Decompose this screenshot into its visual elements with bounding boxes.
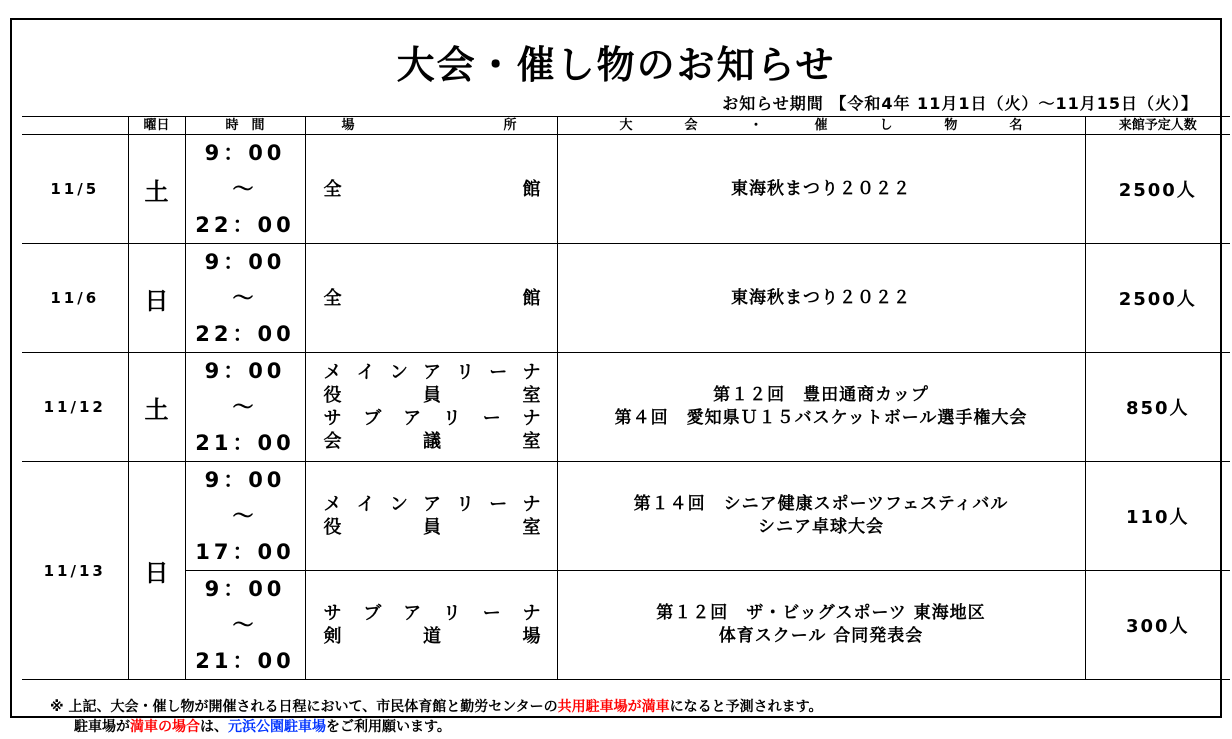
- event-line: 第１４回 シニア健康スポーツフェスティバル: [633, 494, 1009, 514]
- end-time: 22：00: [195, 213, 295, 237]
- end-time: 21：00: [195, 431, 295, 455]
- header-row: [22, 117, 1230, 135]
- table-row: [22, 135, 1230, 244]
- event-cell: [557, 571, 1085, 680]
- place-char: 議: [423, 431, 441, 452]
- parking-note: [50, 697, 823, 737]
- end-time: 21：00: [195, 649, 295, 673]
- place-char: 役: [323, 517, 342, 538]
- table-row: [22, 244, 1230, 353]
- event-cell: [557, 353, 1085, 462]
- start-time: 9：00: [204, 577, 286, 601]
- place-char: イ: [356, 494, 375, 515]
- place-cell: [305, 135, 557, 244]
- place-cell: [305, 244, 557, 353]
- event-cell: [557, 244, 1085, 353]
- schedule-table: [22, 116, 1230, 680]
- place-char: ー: [482, 603, 501, 624]
- place-char: ア: [422, 362, 441, 383]
- end-time: 22：00: [195, 322, 295, 346]
- place-char: 役: [323, 385, 342, 406]
- header-weekday: 曜日: [128, 117, 185, 135]
- header-date: [22, 117, 128, 135]
- notice-period: お知らせ期間 【令和4年 11月1日（火）～11月15日（火）】: [722, 94, 1198, 113]
- time-cell: [185, 462, 305, 571]
- time-cell: [185, 353, 305, 462]
- header-count: 来館予定人数: [1085, 117, 1230, 135]
- place-char: メ: [323, 362, 342, 383]
- event-line: 第４回 愛知県Ｕ１５バスケットボール選手権大会: [614, 408, 1028, 428]
- place-char: ア: [403, 603, 422, 624]
- header-event-char: し: [879, 118, 893, 133]
- place-char: 室: [522, 385, 541, 406]
- place-char: ア: [403, 408, 422, 429]
- place-char: サ: [323, 603, 342, 624]
- place-char: ナ: [522, 362, 541, 383]
- place-char: 館: [522, 287, 541, 309]
- place-line: [324, 407, 541, 430]
- place-char: ブ: [363, 603, 382, 624]
- note-warning: 満車の場合: [130, 719, 200, 735]
- time-separator: ～: [232, 613, 258, 637]
- place-char: 館: [522, 178, 541, 200]
- event-line: シニア卓球大会: [758, 517, 884, 537]
- note-text: ※ 上記、大会・催し物が開催される日程において、市民体育館と勤労センターの: [50, 699, 558, 715]
- time-cell: [185, 571, 305, 680]
- weekday-cell: 土: [128, 135, 185, 244]
- weekday-cell: 土: [128, 353, 185, 462]
- place-line: [324, 602, 541, 625]
- note-text: をご利用願います。: [326, 719, 451, 735]
- place-line: [324, 625, 541, 648]
- alternate-parking: 元浜公園駐車場: [228, 719, 326, 735]
- place-char: 道: [423, 626, 441, 647]
- event-cell: [557, 135, 1085, 244]
- place-char: ン: [389, 362, 408, 383]
- place-line: [324, 287, 541, 310]
- attendance-cell: 110人: [1085, 462, 1230, 571]
- place-line: [324, 178, 541, 201]
- place-char: ー: [489, 494, 508, 515]
- note-text: 駐車場が: [74, 719, 130, 735]
- date-cell: 11/12: [22, 353, 128, 462]
- start-time: 9：00: [204, 359, 286, 383]
- start-time: 9：00: [204, 250, 286, 274]
- place-char: ナ: [522, 603, 541, 624]
- place-char: ア: [422, 494, 441, 515]
- place-char: 全: [323, 178, 342, 200]
- place-char: ン: [389, 494, 408, 515]
- time-cell: [185, 244, 305, 353]
- place-char: 場: [522, 626, 541, 647]
- table-row: [22, 462, 1230, 571]
- header-event: [557, 117, 1085, 135]
- header-event-char: 大: [619, 118, 633, 133]
- time-separator: ～: [232, 177, 258, 201]
- table-row: [22, 353, 1230, 462]
- place-char: 会: [323, 431, 342, 452]
- place-line: [324, 516, 541, 539]
- event-line: 第１２回 豊田通商カップ: [713, 385, 929, 405]
- place-line: [324, 384, 541, 407]
- table-row: [22, 571, 1230, 680]
- time-separator: ～: [232, 286, 258, 310]
- attendance-cell: 850人: [1085, 353, 1230, 462]
- event-line: 第１２回 ザ・ビッグスポーツ 東海地区: [656, 603, 986, 623]
- note-line-2: [50, 717, 823, 737]
- header-place-char: 場: [341, 118, 355, 133]
- place-line: [324, 361, 541, 384]
- note-text: になると予測されます。: [669, 699, 823, 715]
- header-event-char: 物: [944, 118, 958, 133]
- place-char: 室: [522, 431, 541, 452]
- place-char: リ: [442, 408, 461, 429]
- place-line: [324, 493, 541, 516]
- place-char: 員: [423, 385, 441, 406]
- place-char: リ: [456, 494, 475, 515]
- note-text: は、: [200, 719, 228, 735]
- place-char: ブ: [363, 408, 382, 429]
- place-char: ー: [489, 362, 508, 383]
- place-char: ナ: [522, 408, 541, 429]
- attendance-cell: 300人: [1085, 571, 1230, 680]
- header-event-char: 名: [1009, 118, 1023, 133]
- event-line: 体育スクール 合同発表会: [718, 626, 924, 646]
- start-time: 9：00: [204, 141, 286, 165]
- date-cell: 11/13: [22, 462, 128, 680]
- date-cell: 11/5: [22, 135, 128, 244]
- place-char: リ: [456, 362, 475, 383]
- place-cell: [305, 571, 557, 680]
- place-char: 全: [323, 287, 342, 309]
- place-char: 員: [423, 517, 441, 538]
- weekday-cell: 日: [128, 244, 185, 353]
- end-time: 17：00: [195, 540, 295, 564]
- event-line: 東海秋まつり２０２２: [731, 287, 911, 308]
- event-cell: [557, 462, 1085, 571]
- place-cell: [305, 462, 557, 571]
- header-event-char: 会: [684, 118, 698, 133]
- place-char: イ: [356, 362, 375, 383]
- weekday-cell: 日: [128, 462, 185, 680]
- header-event-char: 催: [814, 118, 828, 133]
- header-time: 時 間: [185, 117, 305, 135]
- start-time: 9：00: [204, 468, 286, 492]
- attendance-cell: 2500人: [1085, 244, 1230, 353]
- time-separator: ～: [232, 395, 258, 419]
- date-cell: 11/6: [22, 244, 128, 353]
- header-place-char: 所: [503, 118, 517, 133]
- place-char: 室: [522, 517, 541, 538]
- place-char: リ: [442, 603, 461, 624]
- place-char: ナ: [522, 494, 541, 515]
- place-char: メ: [323, 494, 342, 515]
- header-place: [305, 117, 557, 135]
- time-separator: ～: [232, 504, 258, 528]
- place-cell: [305, 353, 557, 462]
- page-title: 大会・催し物のお知らせ: [396, 43, 836, 87]
- header-event-char: ・: [749, 118, 763, 133]
- event-line: 東海秋まつり２０２２: [731, 178, 911, 199]
- place-char: 剣: [323, 626, 342, 647]
- attendance-cell: 2500人: [1085, 135, 1230, 244]
- place-char: ー: [482, 408, 501, 429]
- note-warning: 共用駐車場が満車: [557, 699, 670, 715]
- note-line-1: [50, 697, 823, 717]
- place-char: サ: [323, 408, 342, 429]
- time-cell: [185, 135, 305, 244]
- place-line: [324, 430, 541, 453]
- notice-frame: [10, 18, 1222, 735]
